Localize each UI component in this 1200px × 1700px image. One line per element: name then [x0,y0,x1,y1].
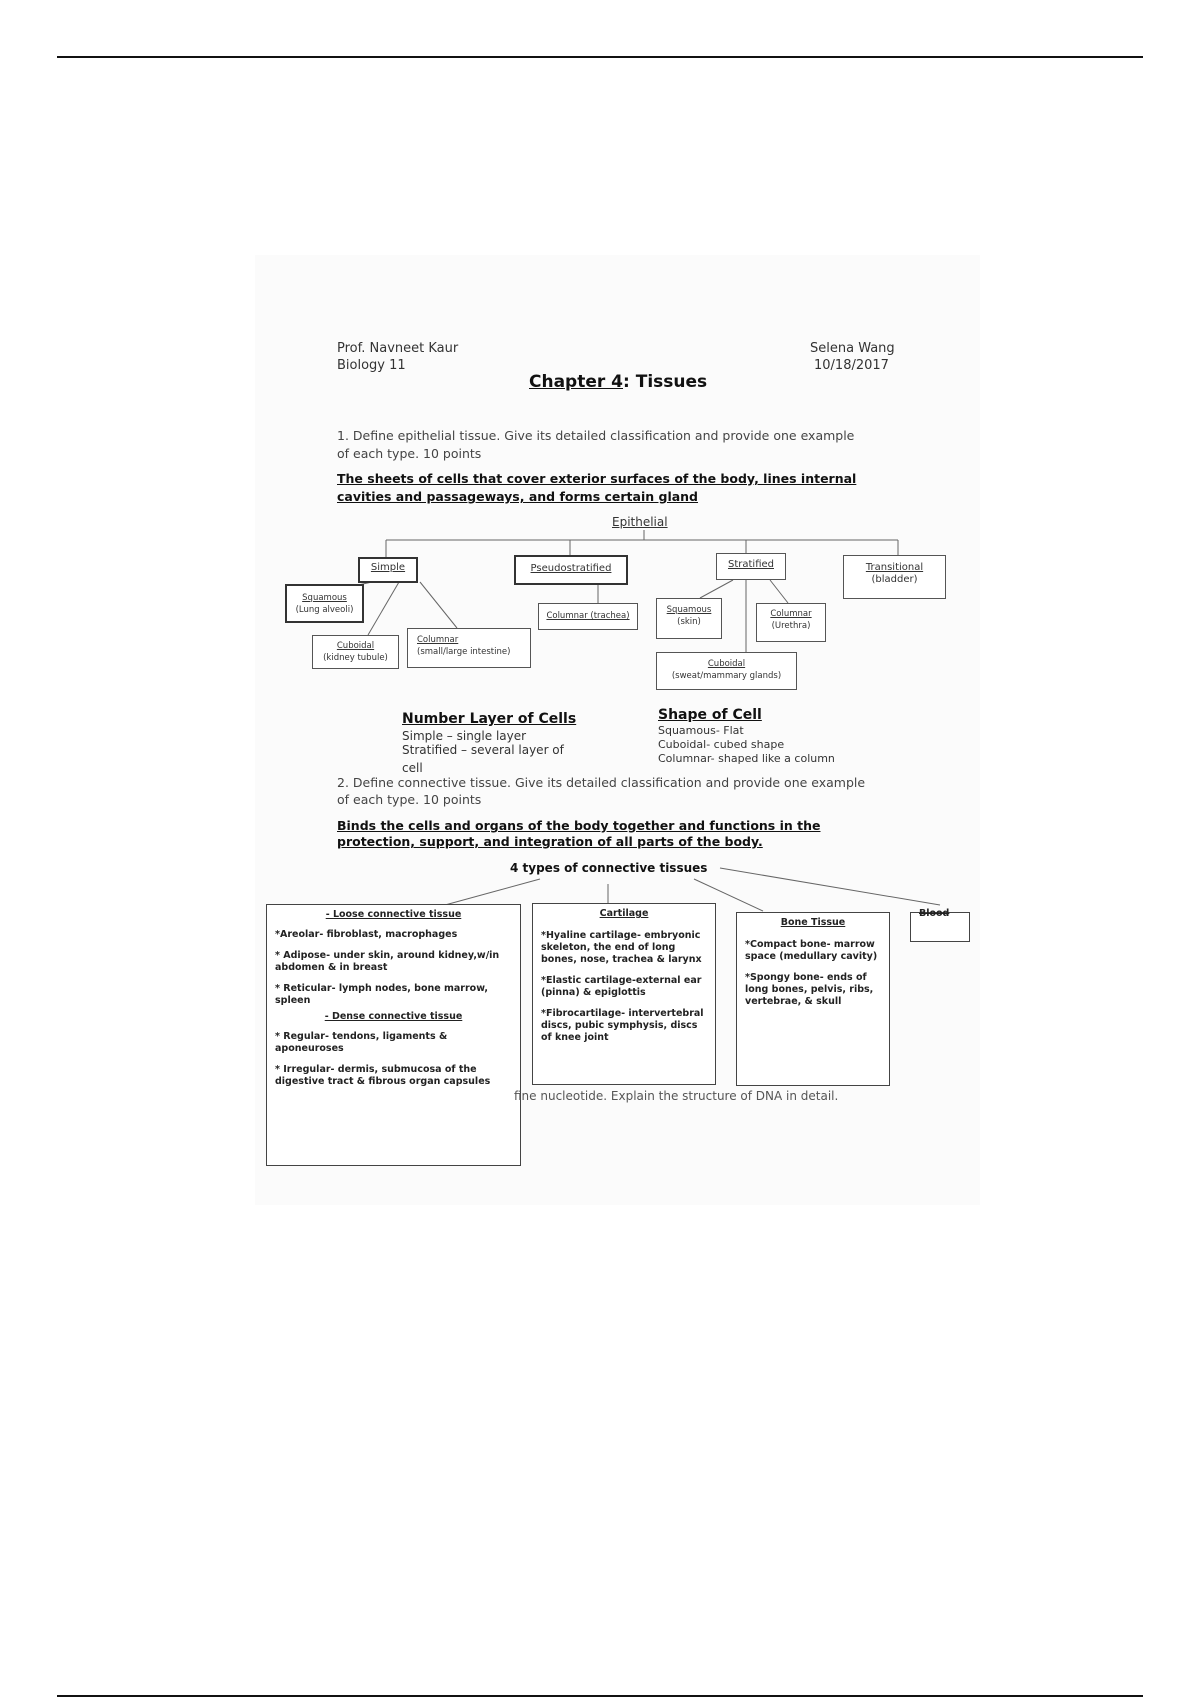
q2-answer-line1: Binds the cells and organs of the body together and functions in the [337,818,821,833]
layers-line2: Stratified – several layer of [402,743,564,757]
simple-cuboidal: Cuboidal (kidney tubule) [312,635,399,669]
blood-box [910,908,970,942]
cartilage-item: *Hyaline cartilage- embryonic skeleton, the end of long bones, nose, trachea & larynx [541,930,702,965]
pseudo-columnar: Columnar (trachea) [538,603,638,630]
epithelial-simple: Simple [358,557,418,583]
shape-line3: Columnar- shaped like a column [658,752,835,765]
shape-line2: Cuboidal- cubed shape [658,738,785,751]
blood-heading: Blood [919,908,950,919]
stratified-columnar: Columnar (Urethra) [756,603,826,642]
dense-heading: - Dense connective tissue [324,1011,463,1022]
date: 10/18/2017 [814,358,889,373]
dense-item: * Regular- tendons, ligaments & aponeuroses [275,1031,448,1054]
layers-heading: Number Layer of Cells [402,711,577,727]
loose-heading: - Loose connective tissue [325,909,462,920]
epithelial-stratified: Stratified [716,553,786,580]
bone-tissue-box [736,912,890,1086]
epithelial-root: Epithelial [612,515,668,529]
layers-line3: cell [402,761,423,775]
professor-name: Prof. Navneet Kaur [337,341,459,356]
loose-item: *Areolar- fibroblast, macrophages [275,929,458,940]
q1-answer-line1: The sheets of cells that cover exterior surfaces of the body, lines internal [337,471,857,486]
epithelial-pseudostratified: Pseudostratified [514,555,628,585]
layers-line1: Simple – single layer [402,729,527,743]
epithelial-transitional: Transitional (bladder) [843,555,946,599]
q2-line2: of each type. 10 points [337,792,482,807]
title-topic: : Tissues [623,372,708,392]
shape-heading: Shape of Cell [658,707,762,723]
simple-columnar: Columnar (small/large intestine) [407,628,531,668]
cartilage-box [532,903,716,1085]
stratified-cuboidal: Cuboidal (sweat/mammary glands) [656,652,797,690]
loose-item: * Reticular- lymph nodes, bone marrow, spleen [275,983,488,1006]
stratified-squamous: Squamous (skin) [656,598,722,639]
student-name: Selena Wang [810,341,895,356]
dense-item: * Irregular- dermis, submucosa of the digestive tract & fibrous organ capsules [275,1064,491,1087]
cartilage-item: *Fibrocartilage- intervertebral discs, pubic symphysis, discs of knee joint [541,1008,704,1043]
cartilage-heading: Cartilage [599,908,649,919]
layers-line3-clip [402,757,423,775]
loose-connective-box [266,904,521,1166]
cartilage-item: *Elastic cartilage-external ear (pinna) & epiglottis [541,975,702,998]
q2-line1: 2. Define connective tissue. Give its detailed classification and provide one example [337,775,866,790]
q3-fragment: fine nucleotide. Explain the structure of DNA in detail. [514,1089,839,1103]
q2-answer-line2: protection, support, and integration of all parts of the body. [337,834,763,849]
q1-line2: of each type. 10 points [337,446,482,461]
bone-item: *Spongy bone- ends of long bones, pelvis, ribs, vertebrae, & skull [745,972,874,1007]
shape-line1: Squamous- Flat [658,724,744,737]
course-name: Biology 11 [337,358,406,373]
simple-squamous: Squamous (Lung alveoli) [285,584,364,623]
q1-answer-line2: cavities and passageways, and forms certain gland [337,489,699,504]
bone-item: *Compact bone- marrow space (medullary cavity) [745,939,878,962]
connective-root: 4 types of connective tissues [510,861,708,875]
bone-heading: Bone Tissue [780,917,846,928]
loose-item: * Adipose- under skin, around kidney,w/in abdomen & in breast [275,950,500,973]
q1-line1: 1. Define epithelial tissue. Give its detailed classification and provide one example [337,428,855,443]
title-chapter: Chapter 4 [529,372,624,392]
